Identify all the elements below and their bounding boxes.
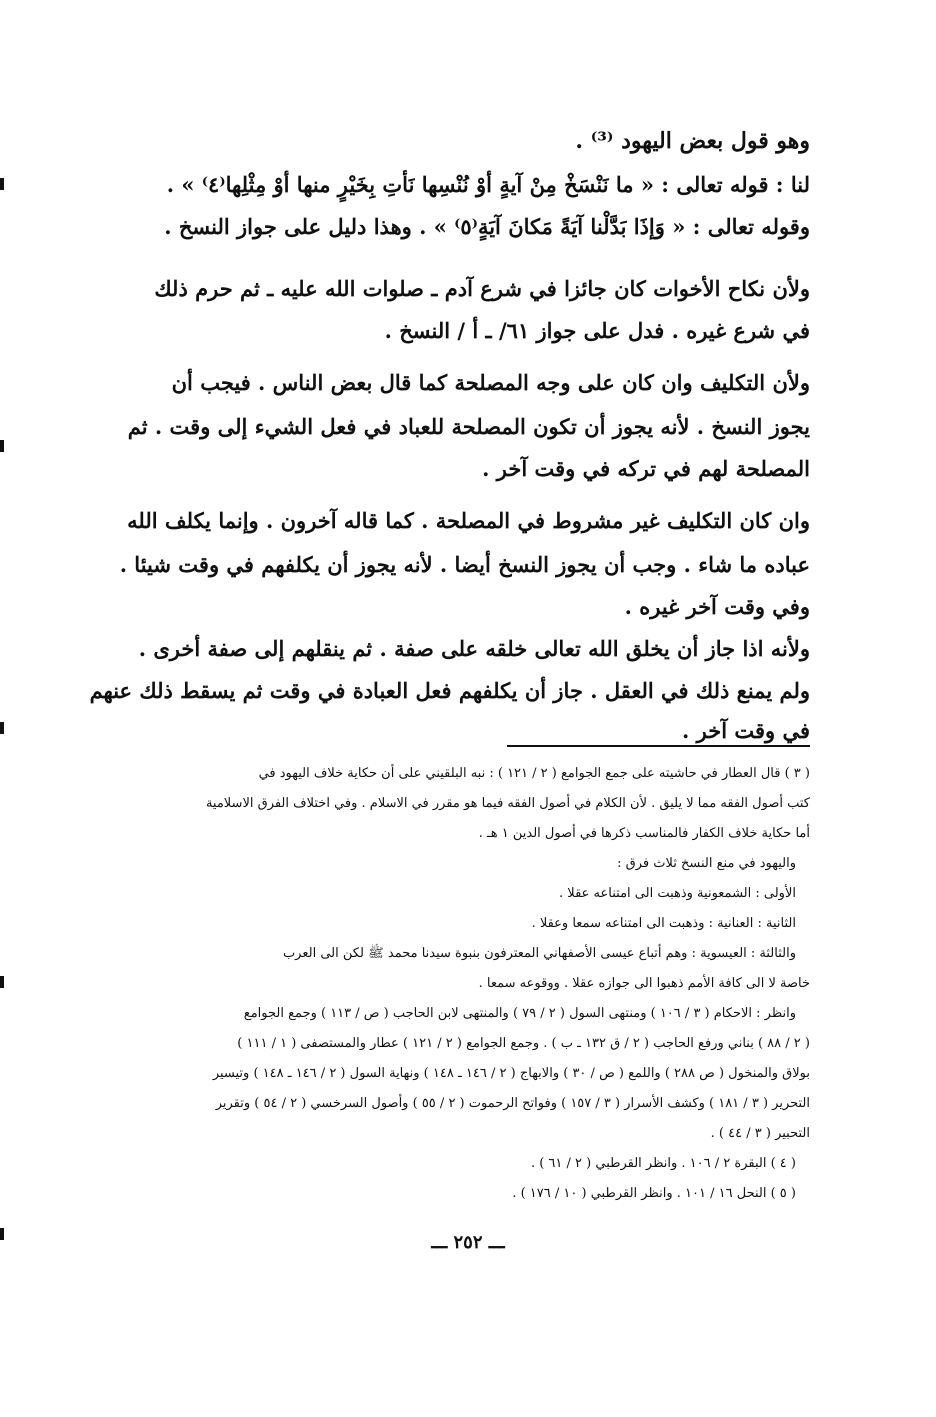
footnote-line: الثانية : العنانية : وذهبت الى امتناعه سمعا وعقلا . xyxy=(531,916,796,931)
main-text-line: ولأن التكليف وان كان على وجه المصلحة كما قال بعض الناس . فيجب أن xyxy=(171,370,810,395)
main-text-line: يجوز النسخ . لأنه يجوز أن تكون المصلحة للعباد في فعل الشيء إلى وقت . ثم xyxy=(127,414,810,439)
footnote-line: وانظر : الاحكام ( ٣ / ١٠٦ ) ومنتهى السول ( ٢ / ٧٩ ) والمنتهى لابن الحاجب ( ص / ١١٣ ) وجمع الجوامع xyxy=(243,1006,796,1021)
section-heading: وهو قول بعض اليهود ⁽³⁾ . xyxy=(575,128,810,154)
scan-edge-mark xyxy=(0,178,4,190)
main-text-line: عباده ما شاء . وجب أن يجوز النسخ أيضا . لأنه يجوز أن يكلفهم في وقت شيئا . xyxy=(119,552,810,577)
footnote-line: كتب أصول الفقه مما لا يليق . لأن الكلام في أصول الفقه فيما هو مقرر في الاسلام . وفي اختلاف الفرق الاسلامية xyxy=(205,796,810,811)
page-number: ـــ ٢٥٢ ـــ xyxy=(431,1232,505,1253)
scan-edge-mark xyxy=(0,440,4,452)
scan-edge-mark xyxy=(0,976,4,988)
main-text-line: وفي وقت آخر غيره . xyxy=(624,594,810,619)
footnote-line: التحبير ( ٣ / ٤٤ ) . xyxy=(710,1126,810,1141)
main-text-line: في شرع غيره . فدل على جواز ٦١/ ـ أ / النسخ . xyxy=(384,318,810,343)
footnote-line: التحرير ( ٣ / ١٨١ ) وكشف الأسرار ( ٣ / ١٥٧ ) وفواتح الرحموت ( ٢ / ٥٥ ) وأصول السرخسي ( ٢ / ٥٤ ) وتقرير xyxy=(215,1096,810,1111)
scan-edge-mark xyxy=(0,1228,4,1240)
footnote-line: أما حكاية خلاف الكفار فالمناسب ذكرها في أصول الدين ١ هـ . xyxy=(478,826,810,841)
footnote-line: واليهود في منع النسخ ثلاث فرق : xyxy=(617,856,796,871)
main-text-line: ولأنه اذا جاز أن يخلق الله تعالى خلقه على صفة . ثم ينقلهم إلى صفة أخرى . xyxy=(138,636,810,661)
main-text-line: في وقت آخر . xyxy=(682,718,810,743)
scan-edge-mark xyxy=(0,722,4,734)
footnote-line: خاصة لا الى كافة الأمم ذهبوا الى جوازه عقلا . ووقوعه سمعا . xyxy=(478,976,810,991)
main-text-line: ولم يمنع ذلك في العقل . جاز أن يكلفهم فعل العبادة في وقت ثم يسقط ذلك عنهم xyxy=(89,678,810,703)
footnote-line: الأولى : الشمعونية وذهبت الى امتناعه عقلا . xyxy=(559,886,796,901)
main-text-line: وقوله تعالى : « وَإذَا بَدَّلْنا آيَةً مَكانَ آيَةٍ⁽٥⁾ » . وهذا دليل على جواز النسخ . xyxy=(164,214,810,239)
footnote-line: ( ٣ ) قال العطار في حاشيته على جمع الجوامع ( ٢ / ١٢١ ) : نبه البلقيني على أن حكاية خلاف اليهود في xyxy=(258,766,810,781)
footnote-line: والثالثة : العيسوية : وهم أتباع عيسى الأصفهاني المعترفون بنبوة سيدنا محمد ﷺ لكن الى العرب xyxy=(282,946,796,961)
footnote-separator xyxy=(507,745,810,747)
footnote-line: ( ٤ ) البقرة ٢ / ١٠٦ . وانظر القرطبي ( ٢ / ٦١ ) . xyxy=(530,1156,796,1171)
main-text-line: المصلحة لهم في تركه في وقت آخر . xyxy=(482,456,810,481)
footnote-line: ( ٥ ) النحل ١٦ / ١٠١ . وانظر القرطبي ( ١٠ / ١٧٦ ) . xyxy=(512,1186,796,1201)
main-text-line: وان كان التكليف غير مشروط في المصلحة . كما قاله آخرون . وإنما يكلف الله xyxy=(127,508,810,533)
main-text-line: لنا : قوله تعالى : « ما نَنْسَخْ مِنْ آيةٍ أوْ نُنْسِها نَأتِ بِخَيْرٍ منها أوْ مِثْلِها⁽٤⁾ » . xyxy=(166,172,810,197)
footnote-line: ( ٢ / ٨٨ ) بناني ورفع الحاجب ( ٢ / ق ١٣٢ ـ ب ) . وجمع الجوامع ( ٢ / ١٢١ ) عطار والمستصفى ( ١ / ١١١ ) xyxy=(237,1036,810,1051)
footnote-line: بولاق والمنخول ( ص ٢٨٨ ) واللمع ( ص / ٣٠ ) والابهاج ( ٢ / ١٤٦ ـ ١٤٨ ) ونهاية السول ( ٢ / ١٤٦ ـ ١٤٨ ) وتيسير xyxy=(212,1066,810,1081)
main-text-line: ولأن نكاح الأخوات كان جائزا في شرع آدم ـ صلوات الله عليه ـ ثم حرم ذلك xyxy=(154,276,810,301)
